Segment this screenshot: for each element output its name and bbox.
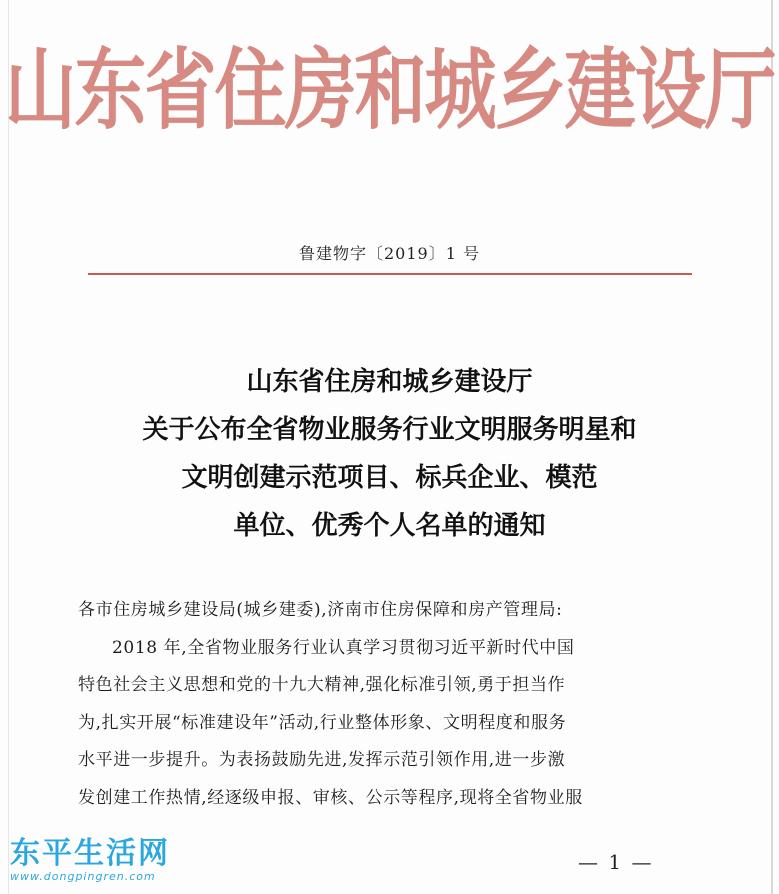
title-line: 单位、优秀个人名单的通知 xyxy=(233,511,546,541)
watermark-title: 东平生活网 xyxy=(10,836,170,871)
title-line: 山东省住房和城乡建设厅 xyxy=(246,367,533,397)
watermark-url: www.dongpingren.com xyxy=(10,870,156,883)
body-line: 特色社会主义思想和党的十九大精神,强化标准引领,勇于担当作 xyxy=(78,675,566,695)
body-line: 2018 年,全省物业服务行业认真学习贯彻习近平新时代中国 xyxy=(112,637,575,658)
body-line: 水平进一步提升。为表扬鼓励先进,发挥示范引领作用,进一步激 xyxy=(78,750,566,770)
letterhead-title: 山东省住房和城乡建设厅 xyxy=(4,38,775,142)
page-number: — 1 — xyxy=(578,850,654,874)
red-divider-line xyxy=(88,273,692,275)
body-line: 发创建工作热情,经逐级申报、审核、公示等程序,现将全省物业服 xyxy=(78,787,583,808)
title-line: 关于公布全省物业服务行业文明服务明星和 xyxy=(142,415,637,445)
notice-body xyxy=(78,592,718,817)
notice-title xyxy=(0,358,779,550)
body-line: 为,扎实开展“标准建设年”活动,行业整体形象、文明程度和服务 xyxy=(78,712,567,733)
salutation: 各市住房城乡建设局(城乡建委),济南市住房保障和房产管理局: xyxy=(78,600,563,620)
title-line: 文明创建示范项目、标兵企业、模范 xyxy=(181,463,598,493)
document-number: 鲁建物字〔2019〕1 号 xyxy=(299,244,480,263)
site-watermark xyxy=(10,838,210,883)
